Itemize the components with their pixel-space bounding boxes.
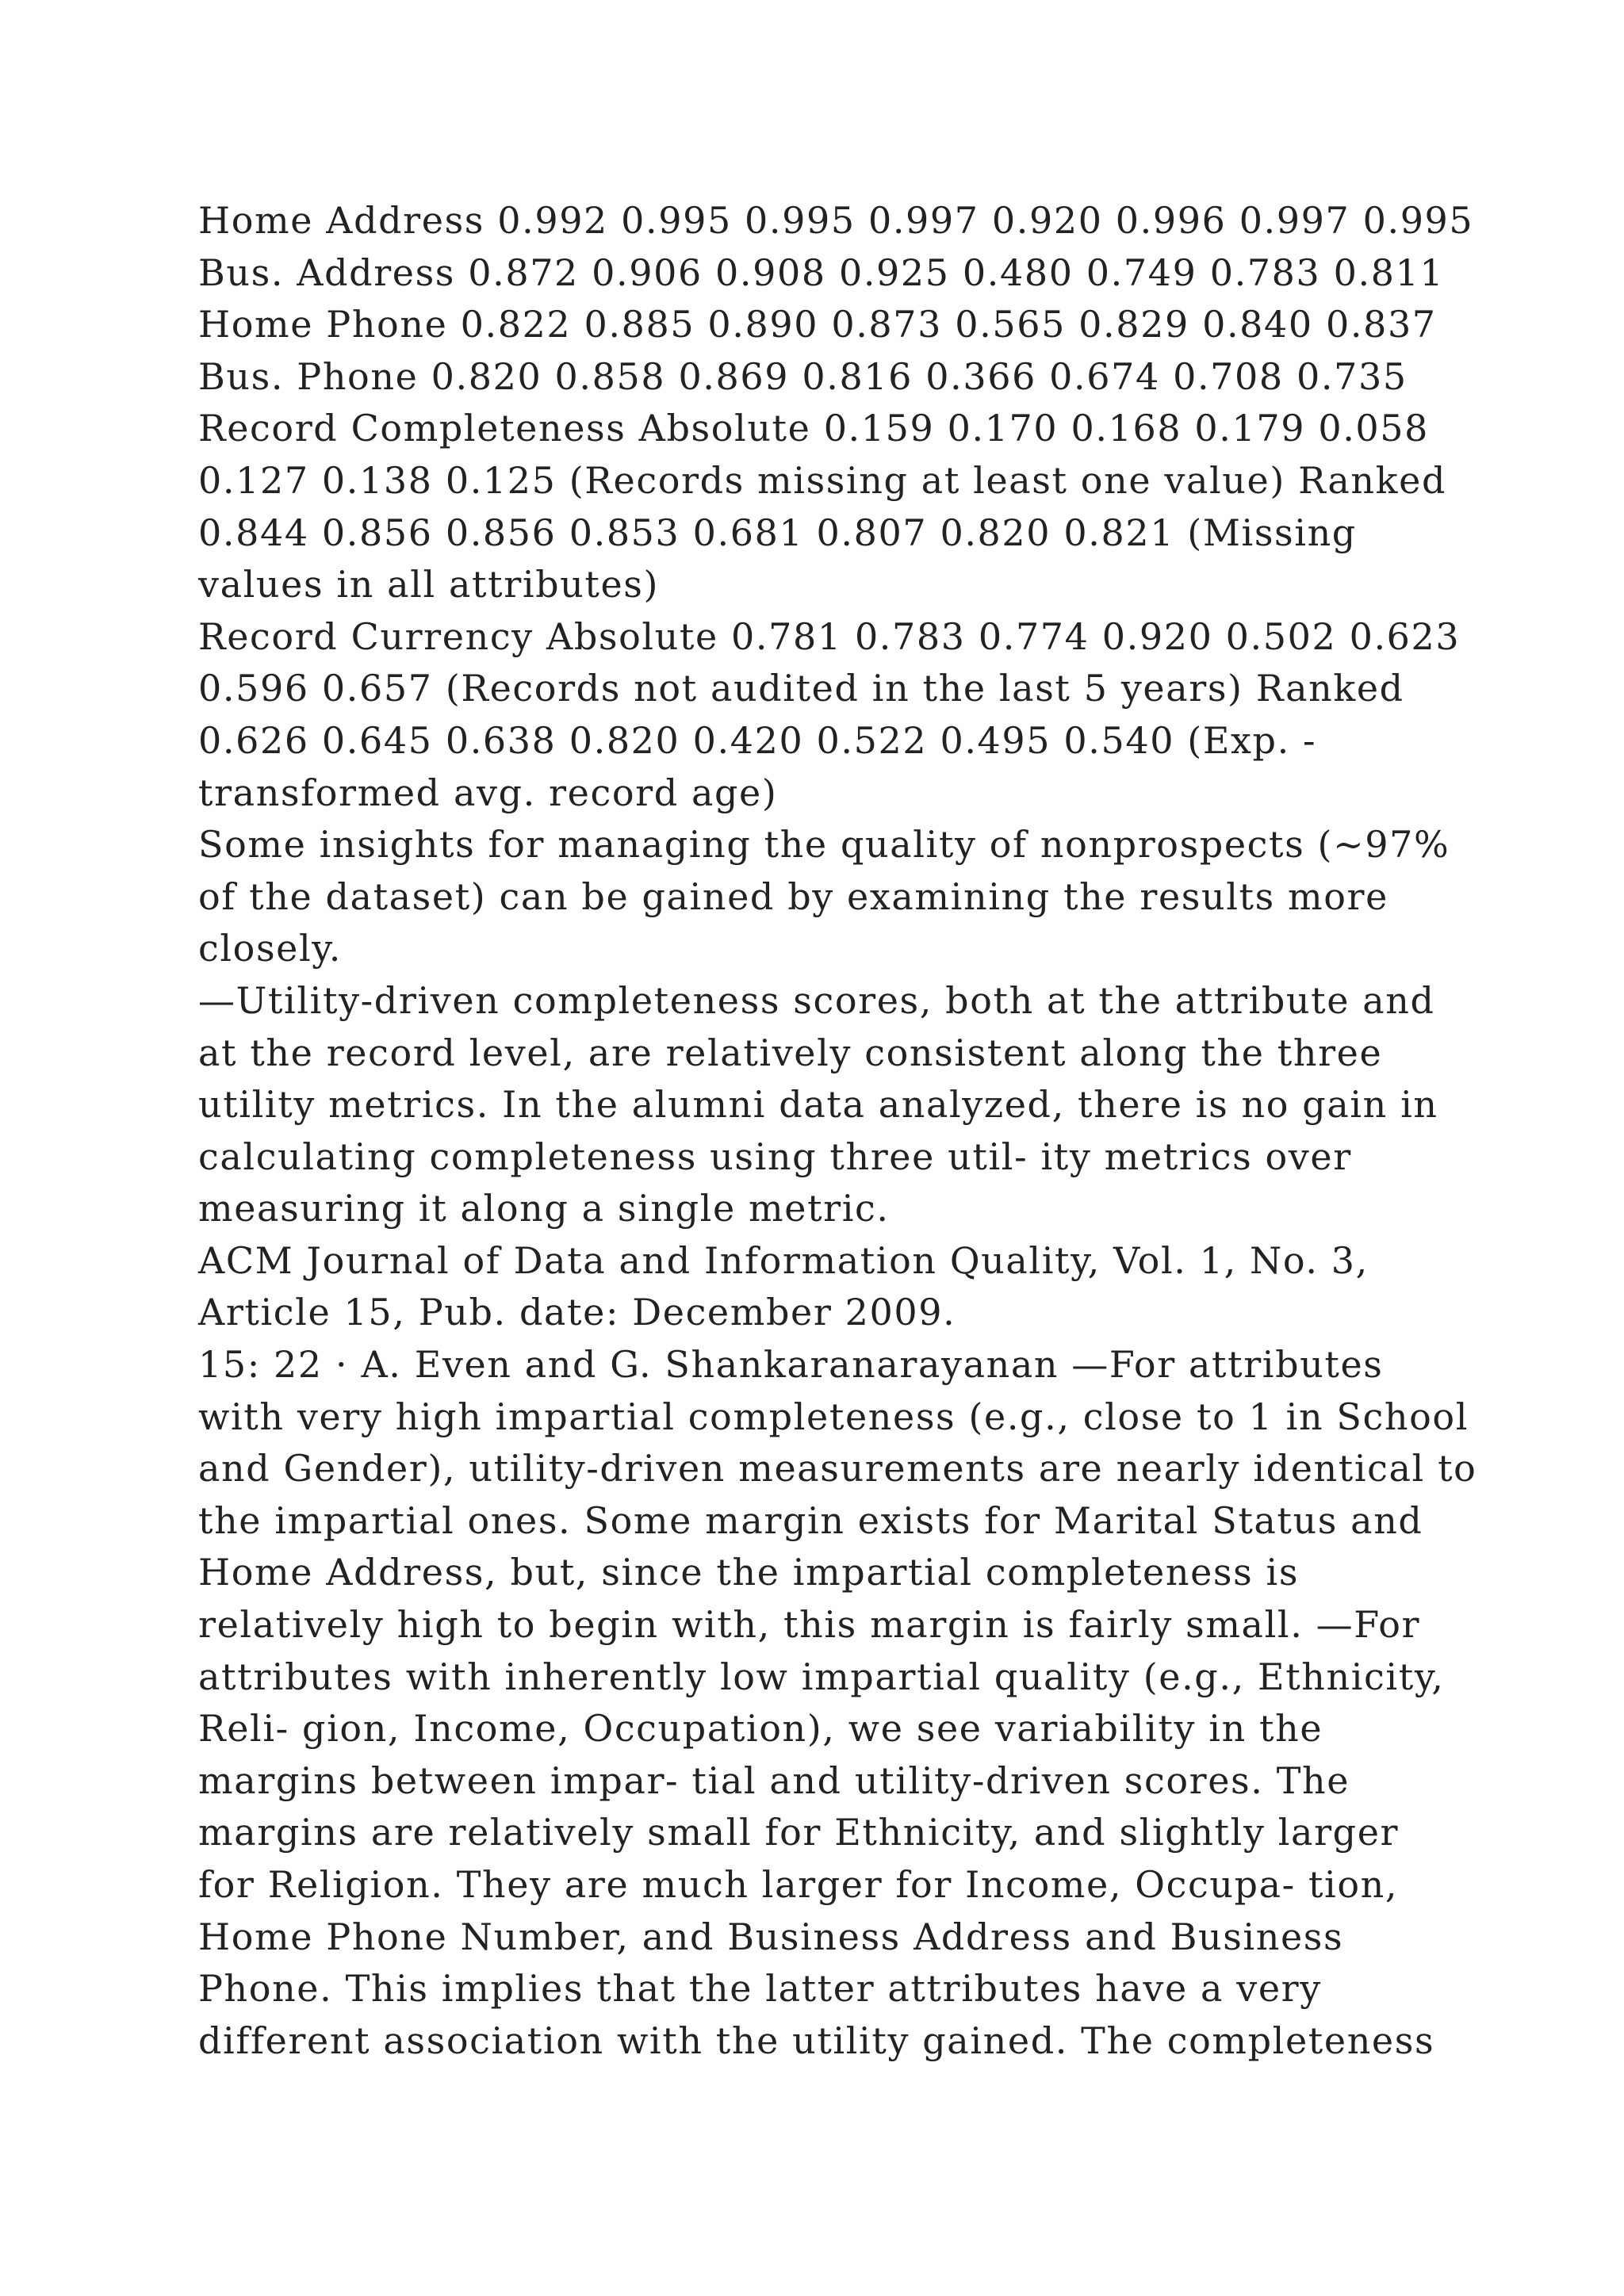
text-line: transformed avg. record age) [198,771,778,814]
text-line: and Gender), utility-driven measurements are nearly identical to [198,1447,1477,1490]
text-line: of the dataset) can be gained by examining the results more [198,874,1388,918]
text-line: measuring it along a single metric. [198,1187,890,1230]
text-line: the impartial ones. Some margin exists for Marital Status and [198,1498,1423,1542]
text-line: 15: 22 · A. Even and G. Shankaranarayanan —For attributes [198,1343,1384,1387]
text-line: with very high impartial completeness (e.g., close to 1 in School [198,1395,1469,1438]
text-line: Home Phone Number, and Business Address and Business [198,1915,1344,1958]
text-line: at the record level, are relatively consistent along the three [198,1031,1383,1074]
text-line: 0.626 0.645 0.638 0.820 0.420 0.522 0.495 0.540 (Exp. - [198,718,1317,762]
text-line: attributes with inherently low impartial quality (e.g., Ethnicity, [198,1655,1445,1698]
text-line: Reli- gion, Income, Occupation), we see variability in the [198,1707,1323,1751]
text-line: Record Completeness Absolute 0.159 0.170 0.168 0.179 0.058 [198,407,1430,450]
text-line: Home Address 0.992 0.995 0.995 0.997 0.920 0.996 0.997 0.995 [198,199,1474,242]
text-line: Bus. Phone 0.820 0.858 0.869 0.816 0.366 0.674 0.708 0.735 [198,354,1408,398]
text-line: —Utility-driven completeness scores, both at the attribute and [198,978,1435,1022]
text-line: closely. [198,927,343,970]
text-line: Home Phone 0.822 0.885 0.890 0.873 0.565 0.829 0.840 0.837 [198,303,1437,346]
text-line: calculating completeness using three util- ity metrics over [198,1135,1352,1178]
text-line: Record Currency Absolute 0.781 0.783 0.774 0.920 0.502 0.623 [198,614,1461,658]
text-line: 0.127 0.138 0.125 (Records missing at least one value) Ranked [198,458,1447,502]
text-line: margins between impar- tial and utility-driven scores. The [198,1758,1350,1802]
text-line: Article 15, Pub. date: December 2009. [198,1291,956,1334]
text-line: utility metrics. In the alumni data analyzed, there is no gain in [198,1083,1438,1127]
text-line: for Religion. They are much larger for Income, Occupa- tion, [198,1863,1399,1906]
body-text [198,195,1515,2067]
text-line: 0.844 0.856 0.856 0.853 0.681 0.807 0.820 0.821 (Missing [198,511,1357,554]
text-line: margins are relatively small for Ethnicity, and slightly larger [198,1811,1400,1854]
text-line: Bus. Address 0.872 0.906 0.908 0.925 0.480 0.749 0.783 0.811 [198,251,1445,294]
text-line: values in all attributes) [198,563,660,607]
text-line: ACM Journal of Data and Information Quality, Vol. 1, No. 3, [198,1238,1369,1282]
text-line: Some insights for managing the quality of nonprospects (∼97% [198,823,1450,867]
text-line: different association with the utility gained. The completeness [198,2019,1435,2062]
text-line: relatively high to begin with, this margin is fairly small. —For [198,1603,1421,1647]
text-line: Phone. This implies that the latter attributes have a very [198,1967,1322,2011]
text-line: 0.596 0.657 (Records not audited in the last 5 years) Ranked [198,667,1404,710]
text-line: Home Address, but, since the impartial completeness is [198,1551,1300,1594]
